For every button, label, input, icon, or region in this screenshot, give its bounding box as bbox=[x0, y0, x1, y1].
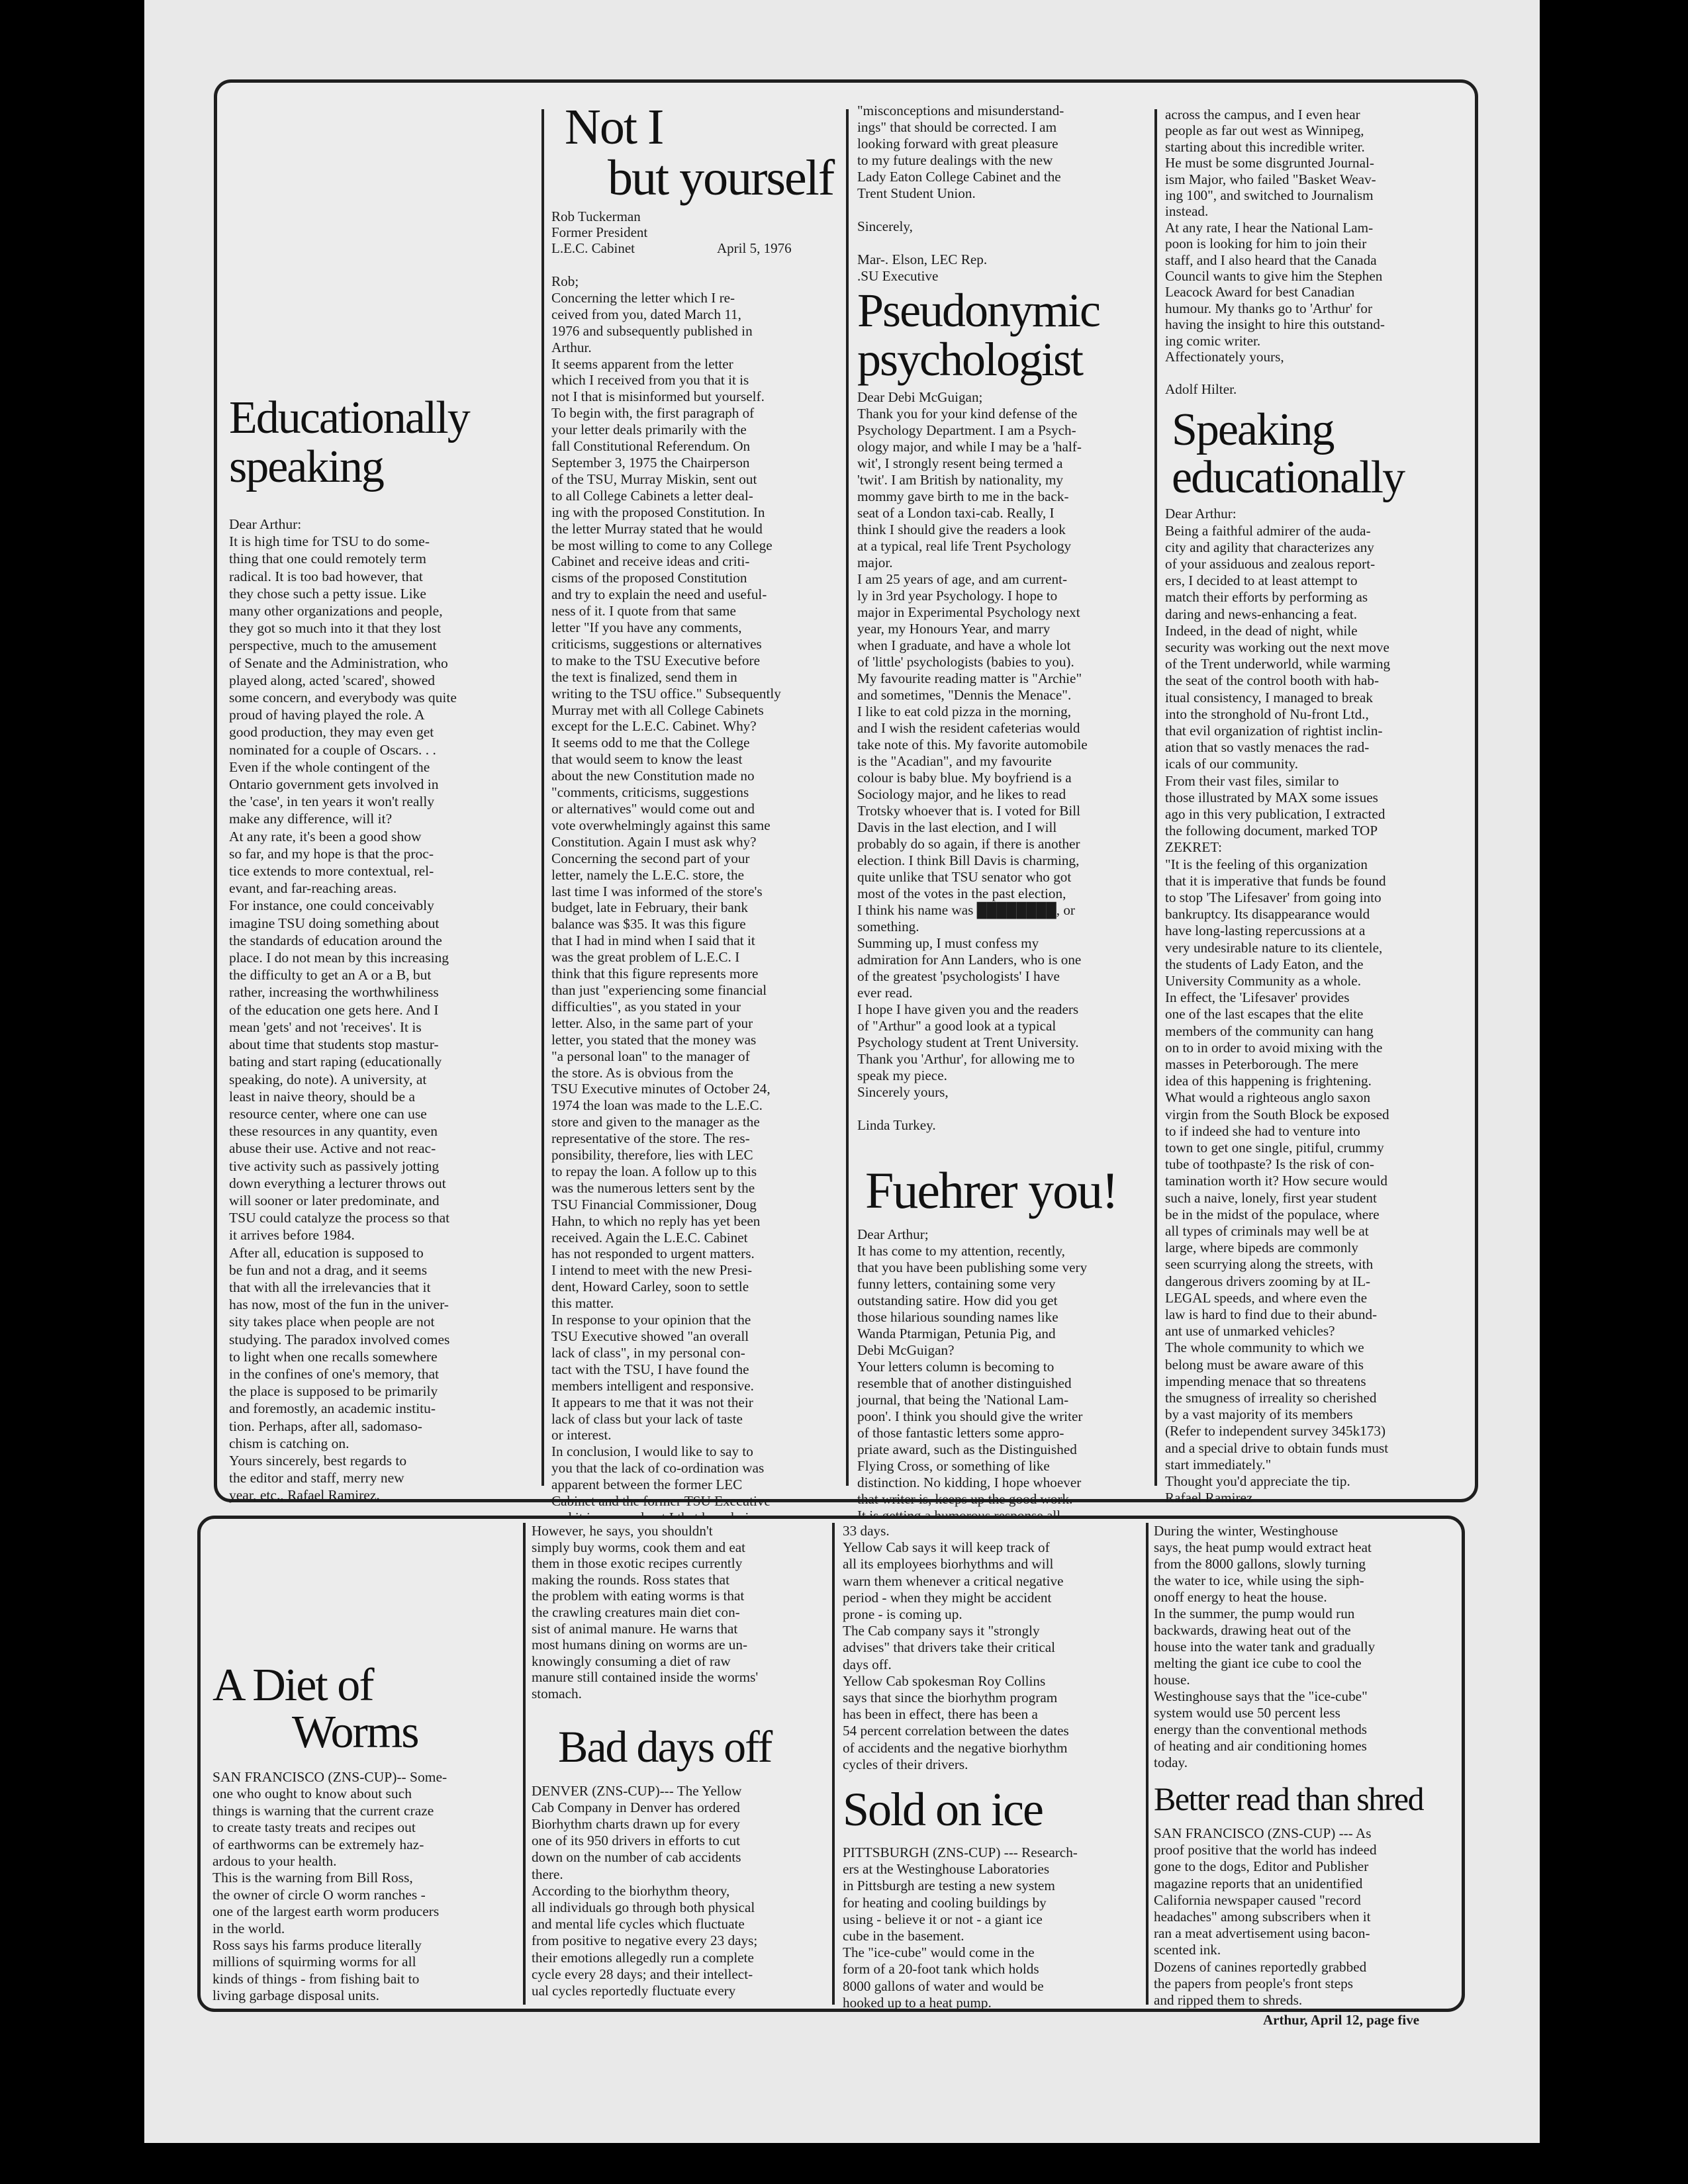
column-rule bbox=[1154, 109, 1157, 1486]
article-body: DENVER (ZNS-CUP)--- The Yellow Cab Company in Denver has ordered Biorhythm charts drawn up for every one of its 950 drivers in efforts to cut down on the number of cab accidents there. According to the biorhythm theory, all individuals go through both physical and mental life cycles which fluctuate from positive to negative every 23 days; their emotions allegedly run a complete cycle every 28 days; and their intellect- ual cycles reportedly fluctuate every bbox=[532, 1782, 758, 1999]
article-body: PITTSBURGH (ZNS-CUP) --- Research- ers at the Westinghouse Laboratories in Pittsburgh are testing a new system for heating and cooling buildings by using - believe it or not - a giant ice cube in the basement. The "ice-cube" would come in the form of a 20-foot tank which holds 8000 gallons of water and would be hooked up to a heat pump. bbox=[843, 1844, 1078, 2011]
newspaper-page bbox=[144, 0, 1540, 2143]
not-i-but-yourself-article bbox=[551, 99, 841, 1510]
letter-body: Dear Arthur: It is high time for TSU to do some- thing that one could remotely term radical. It is too bad however, that they chose such a petty issue. Like many other organizations and people, they got so much into it that they lost perspective, much to the amusement of Senate and the Administration, who played along, acted 'scared', showed some concern, and everybody was quite proud of having played the role. A good production, they may even get nominated for a couple of Oscars. . . Even if the whole contingent of the Ontario government gets involved in the 'case', in ten years it won't really make any difference, will it? At any rate, it's been a good show so far, and my hope is that the proc- tice extends to more contextual, rel- evant, and far-reaching areas. For instance, one could conceivably imagine TSU doing something about the standards of education around the place. I do not mean by this increasing the difficulty to get an A or a B, but rather, increasing the worthwhiliness of the education one gets here. And I mean 'gets' and not 'receives'. It is about time that students stop mastur- bating and start raping (educationally speaking, do note). A university, at least in naive theory, should be a resource center, where one can use these resources in any quantity, even abuse their use. Active and not reac- tive activity such as passively jotting down everything a lecturer throws out will sooner or later predominate, and TSU could catalyze the process so that it arrives before 1984. After all, education is supposed to be fun and not a drag, and it seems that with all the irrelevancies that it has now, most of the fun in the univer- sity takes place when people are not studying. The paradox involved comes to light when one recalls somewhere in the confines of one's memory, that the place is supposed to be primarily and foremostly, an academic institu- tion. Perhaps, after all, sadomaso- chism is catching on. Yours sincerely, best regards to the editor and staff, merry new year, etc., Rafael Ramirez. bbox=[229, 516, 457, 1504]
column-rule bbox=[523, 1523, 526, 2005]
article-continued: However, he says, you shouldn't simply buy worms, cook them and eat them in those exotic recipes currently making the rounds. Ross states that the problem with eating worms is that the crawling creatures main diet con- sist of animal manure. He warns that most humans dining on worms are un- knowingly consuming a diet of raw manure still contained inside the worms' stomach. bbox=[532, 1523, 759, 1702]
headline: but yourself bbox=[608, 150, 834, 206]
better-read-article bbox=[1154, 1523, 1453, 2009]
headline: Better read than shred bbox=[1154, 1780, 1424, 1817]
article-body: SAN FRANCISCO (ZNS-CUP) --- As proof positive that the world has indeed gone to the dogs, Editor and Publisher magazine reports that an unidentified California newspaper caused "record headaches" among subscribers when it ran a meat advertisement using bacon- scented ink. Dozens of canines reportedly grabbed the papers from people's front steps and ripped them to shreds. bbox=[1154, 1825, 1377, 2009]
letters-box bbox=[214, 79, 1478, 1510]
column-rule bbox=[832, 1523, 835, 2005]
page-footer: Arthur, April 12, page five bbox=[1263, 2012, 1420, 2028]
letter-body: Rob; Concerning the letter which I re- ceived from you, dated March 11, 1976 and subsequently published in Arthur. It seems apparent from the letter which I received from you that it is not I that is misinformed but yourself. To begin with, the first paragraph of your letter deals primarily with the fall Constitutional Referendum. On September 3, 1975 the Chairperson of the TSU, Murray Miskin, sent out to all College Cabinets a letter deal- ing with the proposed Constitution. In the letter Murray stated that he would be most willing to come to any College Cabinet and receive ideas and criti- cisms of the proposed Constitution and try to explain the need and useful- ness of it. I quote from that same letter "If you have any comments, criticisms, suggestions or alternatives to make to the TSU Executive before the text is finalized, send them in writing to the TSU office." Subsequently Murray met with all College Cabinets except for the L.E.C. Cabinet. Why? It seems odd to me that the College that would seem to know the least about the new Constitution made no "comments, criticisms, suggestions or alternatives" would come out and vote overwhelmingly against this same Constitution. Again I must ask why? Concerning the second part of your letter, namely the L.E.C. store, the last time I was informed of the store's budget, late in February, their bank balance was $35. It was this figure that I had in mind when I said that it was the great problem of L.E.C. I think that this figure represents more than just "experiencing some financial difficulties", as you stated in your letter. Also, in the same part of your letter, you stated that the money was "a personal loan" to the manager of the store. As is obvious from the TSU Executive minutes of October 24, 1974 the loan was made to the L.E.C. store and given to the manager as the representative of the store. The res- ponsibility, therefore, lies with LEC to repay the loan. A follow up to this was the numerous letters sent by the TSU Financial Commissioner, Doug Hahn, to which no reply has yet been received. Again the L.E.C. Cabinet has not responded to urgent matters. I intend to meet with the new Presi- dent, Howard Carley, soon to settle this matter. In response to your opinion that the TSU Executive showed "an overall lack of class", in my personal con- tact with the TSU, I have found the members intelligent and responsive. It appears to me that it was not their lack of class but your lack of taste or interest. In conclusion, I would like to say to you that the lack of co-ordination was apparent between the former LEC Cabinet and the former TSU Executive bbox=[551, 273, 781, 1510]
column-four bbox=[1165, 107, 1458, 1506]
headline: Bad days off bbox=[558, 1721, 772, 1772]
headline: Worms bbox=[292, 1707, 418, 1758]
headline: Pseudonymic psychologist bbox=[857, 284, 1100, 386]
letter-body: Dear Debi McGuigan; Thank you for your kind defense of the Psychology Department. I am a Psych- ology major, and while I may be a 'half- wit', I strongly resent being termed a 'twit'. I am British by nationality, my mommy gave birth to me in the back- seat of a London taxi-cab. Really, I think I should give the readers a look at a typical, real life Trent Psychology major. I am 25 years of age, and am current- ly in 3rd year Psychology. I hope to major in Experimental Psychology next year, my Honours Year, and marry when I graduate, and have a whole lot of 'little' psychologists (babies to you). My favourite reading matter is "Archie" and sometimes, "Dennis the Menace". I like to eat cold pizza in the morning, and I wish the resident cafeterias would take note of this. My favorite automobile is the "Acadian", and my favourite colour is baby blue. My boyfriend is a Sociology major, and he likes to read Trotsky whoever that is. I voted for Bill Davis in the last election, and I will probably do so again, if there is another election. I think Bill Davis is charming, quite unlike that TSU senator who got most of the votes in the past election, I think his name was ████████, or something. Summing up, I must confess my admiration for Ann Landers, who is one of the greatest 'psychologists' I have ever read. I hope I have given you and the readers of "Arthur" a good look at a typical Psychology student at Trent University. Thank you 'Arthur', for allowing me to speak my piece. Sincerely yours, Linda Turkey. bbox=[857, 389, 1088, 1133]
educationally-speaking-article bbox=[229, 392, 534, 1504]
headline: Educationally speaking bbox=[229, 392, 469, 492]
letter-continued: "misconceptions and misunderstand- ings" that should be corrected. I am looking forward with great pleasure to my future dealings with the new Lady Eaton College Cabinet and the Trent Student Union. Sincerely, Mar-. Elson, LEC Rep. .SU Executive bbox=[857, 103, 1064, 284]
column-rule bbox=[1146, 1523, 1149, 2005]
article-continued: During the winter, Westinghouse says, the heat pump would extract heat from the 8000 gallons, slowly turning the water to ice, while using the siph- onoff energy to heat the house. In the summer, the pump would run backwards, drawing heat out of the house into the water tank and gradually melting the giant ice cube to cool the house. Westinghouse says that the "ice-cube" system would use 50 percent less energy than the conventional methods of heating and air conditioning homes today. bbox=[1154, 1523, 1376, 1770]
headline: A Diet of bbox=[212, 1660, 373, 1711]
letter-body: Dear Arthur; It has come to my attention, recently, that you have been publishing some very funny letters, containing some very outstanding satire. How did you get those hilarious sounding names like Wanda Ptarmigan, Petunia Pig, and Debi McGuigan? Your letters column is becoming to resemble that of another distinguished journal, that being the 'National Lam- poon'. I think you should give the writer of those fantastic letters some appro- priate award, such as the Distinguished Flying Cross, or something of like distinction. No kidding, I hope whoever that writer is, keeps up the good work. bbox=[857, 1226, 1088, 1507]
headline: Sold on ice bbox=[843, 1783, 1043, 1837]
article-body: SAN FRANCISCO (ZNS-CUP)-- Some- one who ought to know about such things is warning that the current craze to create tasty treats and recipes out of earthworms can be extremely haz- ardous to your health. This is the warning from Bill Ross, the owner of circle O worm ranches - one of the largest earth worm producers in the world. Ross says his farms produce literally millions of squirming worms for all kinds of things - from fishing bait to living garbage disposal units. bbox=[212, 1769, 447, 2004]
letter-body: Dear Arthur: Being a faithful admirer of the auda- city and agility that characterizes any of your assiduous and zealous report- ers, I decided to at least attempt to match their efforts by performing as daring and news-enhancing a feat. Indeed, in the dead of night, while security was working out the next move of the Trent underworld, while warming the seat of the control booth with hab- itual consistency, I managed to break into the stronghold of Nu-front Ltd., that evil organization of rightist inclin- ation that so vastly menaces the rad- icals of our community. From their vast files, similar to those illustrated by MAX some issues ago in this very publication, I extracted the following document, marked TOP ZEKRET: "It is the feeling of this organization that it is imperative that funds be found to stop 'The Lifesaver' from going into bankruptcy. Its disappearance would have long-lasting repercussions at a very undesirable nature to its clientele, the students of Lady Eaton, and the University Community as a whole. In effect, the 'Lifesaver' provides one of the last escapes that the elite members of the community can hang on to in order to avoid mixing with the masses in Peterborough. The mere idea of this happening is frightening. What would a righteous anglo saxon virgin from the South Block be exposed to if indeed she had to venture into town to get one single, pitiful, crummy tube of toothpaste? Is the risk of con- tamination worth it? How secure would such a naive, lonely, first year student be in the midst of the populace, where all types of criminals may well be at large, where bipeds are commonly seen scurrying along the streets, with dangerous drivers zooming by at IL- LEGAL speeds, and where even the law is hard to find due to their abund- ant use of unmarked vehicles? The whole community to which we belong must be aware aware of this impending menace that so threatens the smugness of irreality so cherished by a vast majority of its members (Refer to independent survey 345k173) and a special drive to obtain funds must start immediately." Thought you'd appreciate the tip. Rafael Ramirez bbox=[1165, 506, 1391, 1506]
diet-of-worms-article bbox=[212, 1660, 518, 2004]
bad-days-off-article bbox=[532, 1523, 828, 2003]
headline: Not I bbox=[565, 99, 663, 155]
column-three bbox=[857, 103, 1150, 1507]
headline: Speaking educationally bbox=[1172, 404, 1405, 504]
address-block: Rob Tuckerman Former President L.E.C. Cabinet bbox=[551, 208, 648, 256]
column-rule bbox=[846, 109, 849, 1486]
letter-continued: across the campus, and I even hear people as far out west as Winnipeg, starting about this incredible writer. He must be some disgrunted Journal- ism Major, who failed "Basket Weav- ing 100", and switched to Journalism instead. At any rate, I hear the National Lam- poon is looking for him to join their staff, and I also heard that the Canada Council wants to give him the Stephen Leacock Award for best Canadian humour. My thanks go to 'Arthur' for having the insight to hire this outstand- ing comic writer. Affectionately yours, Adolf Hilter. bbox=[1165, 107, 1385, 397]
article-continued: 33 days. Yellow Cab says it will keep track of all its employees biorhythms and will warn them whenever a critical negative period - when they might be accident prone - is coming up. The Cab company says it "strongly advises" that drivers take their critical days off. Yellow Cab spokesman Roy Collins says that since the biorhythm program has been in effect, there has been a 54 percent correlation between the dates of accidents and the negative biorhythm cycles of their drivers. bbox=[843, 1523, 1069, 1772]
news-briefs-box bbox=[197, 1516, 1465, 2012]
column-rule bbox=[541, 109, 544, 1486]
letter-date: April 5, 1976 bbox=[717, 240, 792, 256]
sold-on-ice-article bbox=[843, 1523, 1142, 2011]
headline: Fuehrer you! bbox=[865, 1161, 1118, 1219]
